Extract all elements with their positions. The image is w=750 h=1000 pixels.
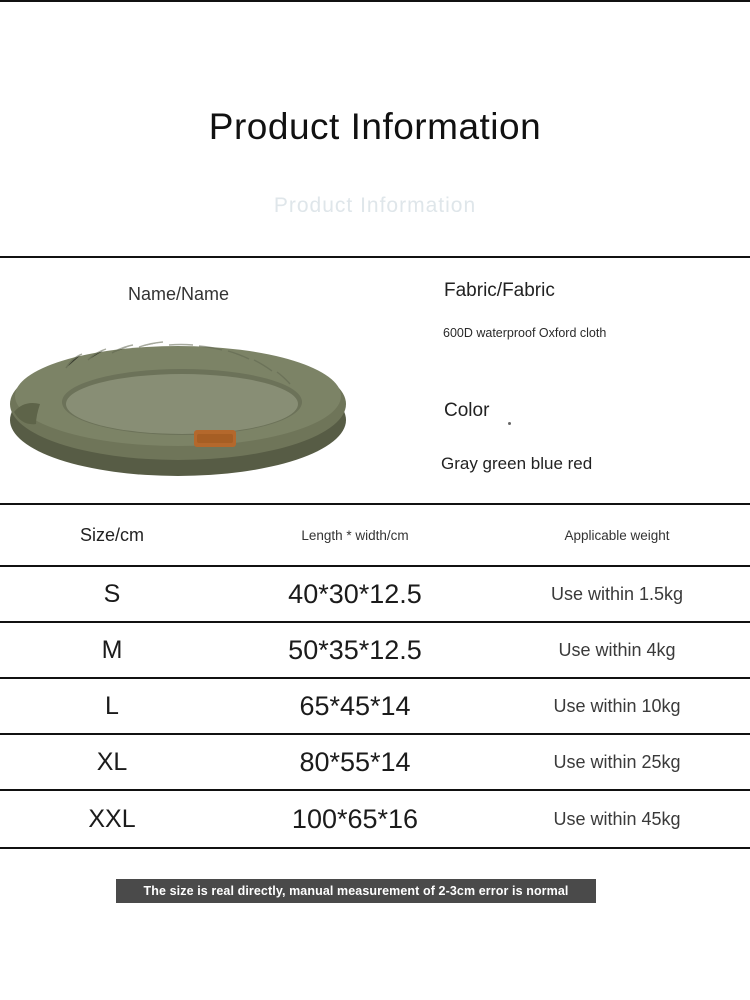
cell-dimensions: 65*45*14 [299, 690, 411, 721]
table-row [0, 623, 750, 679]
cell-size: M [101, 635, 123, 664]
info-band [0, 258, 750, 505]
footnote-area [0, 849, 750, 947]
cell-dimensions: 50*35*12.5 [288, 634, 422, 665]
color-bullet-icon [508, 422, 511, 425]
cell-weight: Use within 4kg [558, 639, 676, 660]
cell-size: L [105, 691, 119, 720]
table-row [0, 679, 750, 735]
pet-bed-illustration [6, 324, 351, 484]
brand-tag [194, 430, 236, 447]
cell-dimensions: 100*65*16 [291, 803, 419, 834]
table-row [0, 567, 750, 623]
fabric-value: 600D waterproof Oxford cloth [443, 326, 607, 340]
table-row [0, 735, 750, 791]
product-image [6, 324, 351, 484]
cell-weight: Use within 1.5kg [550, 583, 684, 604]
cell-size: S [103, 579, 121, 608]
header-weight: Applicable weight [564, 527, 670, 543]
cell-dimensions: 40*30*12.5 [288, 578, 422, 609]
page-title-watermark: Product Information [273, 194, 477, 217]
title-band [0, 0, 750, 258]
product-name-label: Name/Name [128, 284, 230, 304]
cell-weight: Use within 45kg [553, 808, 681, 829]
fabric-label: Fabric/Fabric [444, 280, 555, 301]
table-row [0, 791, 750, 847]
table-header-row [0, 505, 750, 567]
cell-size: XL [96, 747, 128, 776]
cell-size: XXL [88, 804, 136, 833]
size-table [0, 505, 750, 849]
cell-weight: Use within 10kg [553, 695, 681, 716]
color-value: Gray green blue red [441, 454, 593, 473]
measurement-disclaimer: The size is real directly, manual measurement of 2-3cm error is normal [116, 879, 596, 903]
header-dimensions: Length * width/cm [301, 527, 409, 543]
color-label: Color [444, 400, 490, 421]
cell-weight: Use within 25kg [553, 751, 681, 772]
page-title: Product Information [208, 106, 542, 147]
cell-dimensions: 80*55*14 [299, 746, 411, 777]
header-size: Size/cm [79, 524, 144, 545]
